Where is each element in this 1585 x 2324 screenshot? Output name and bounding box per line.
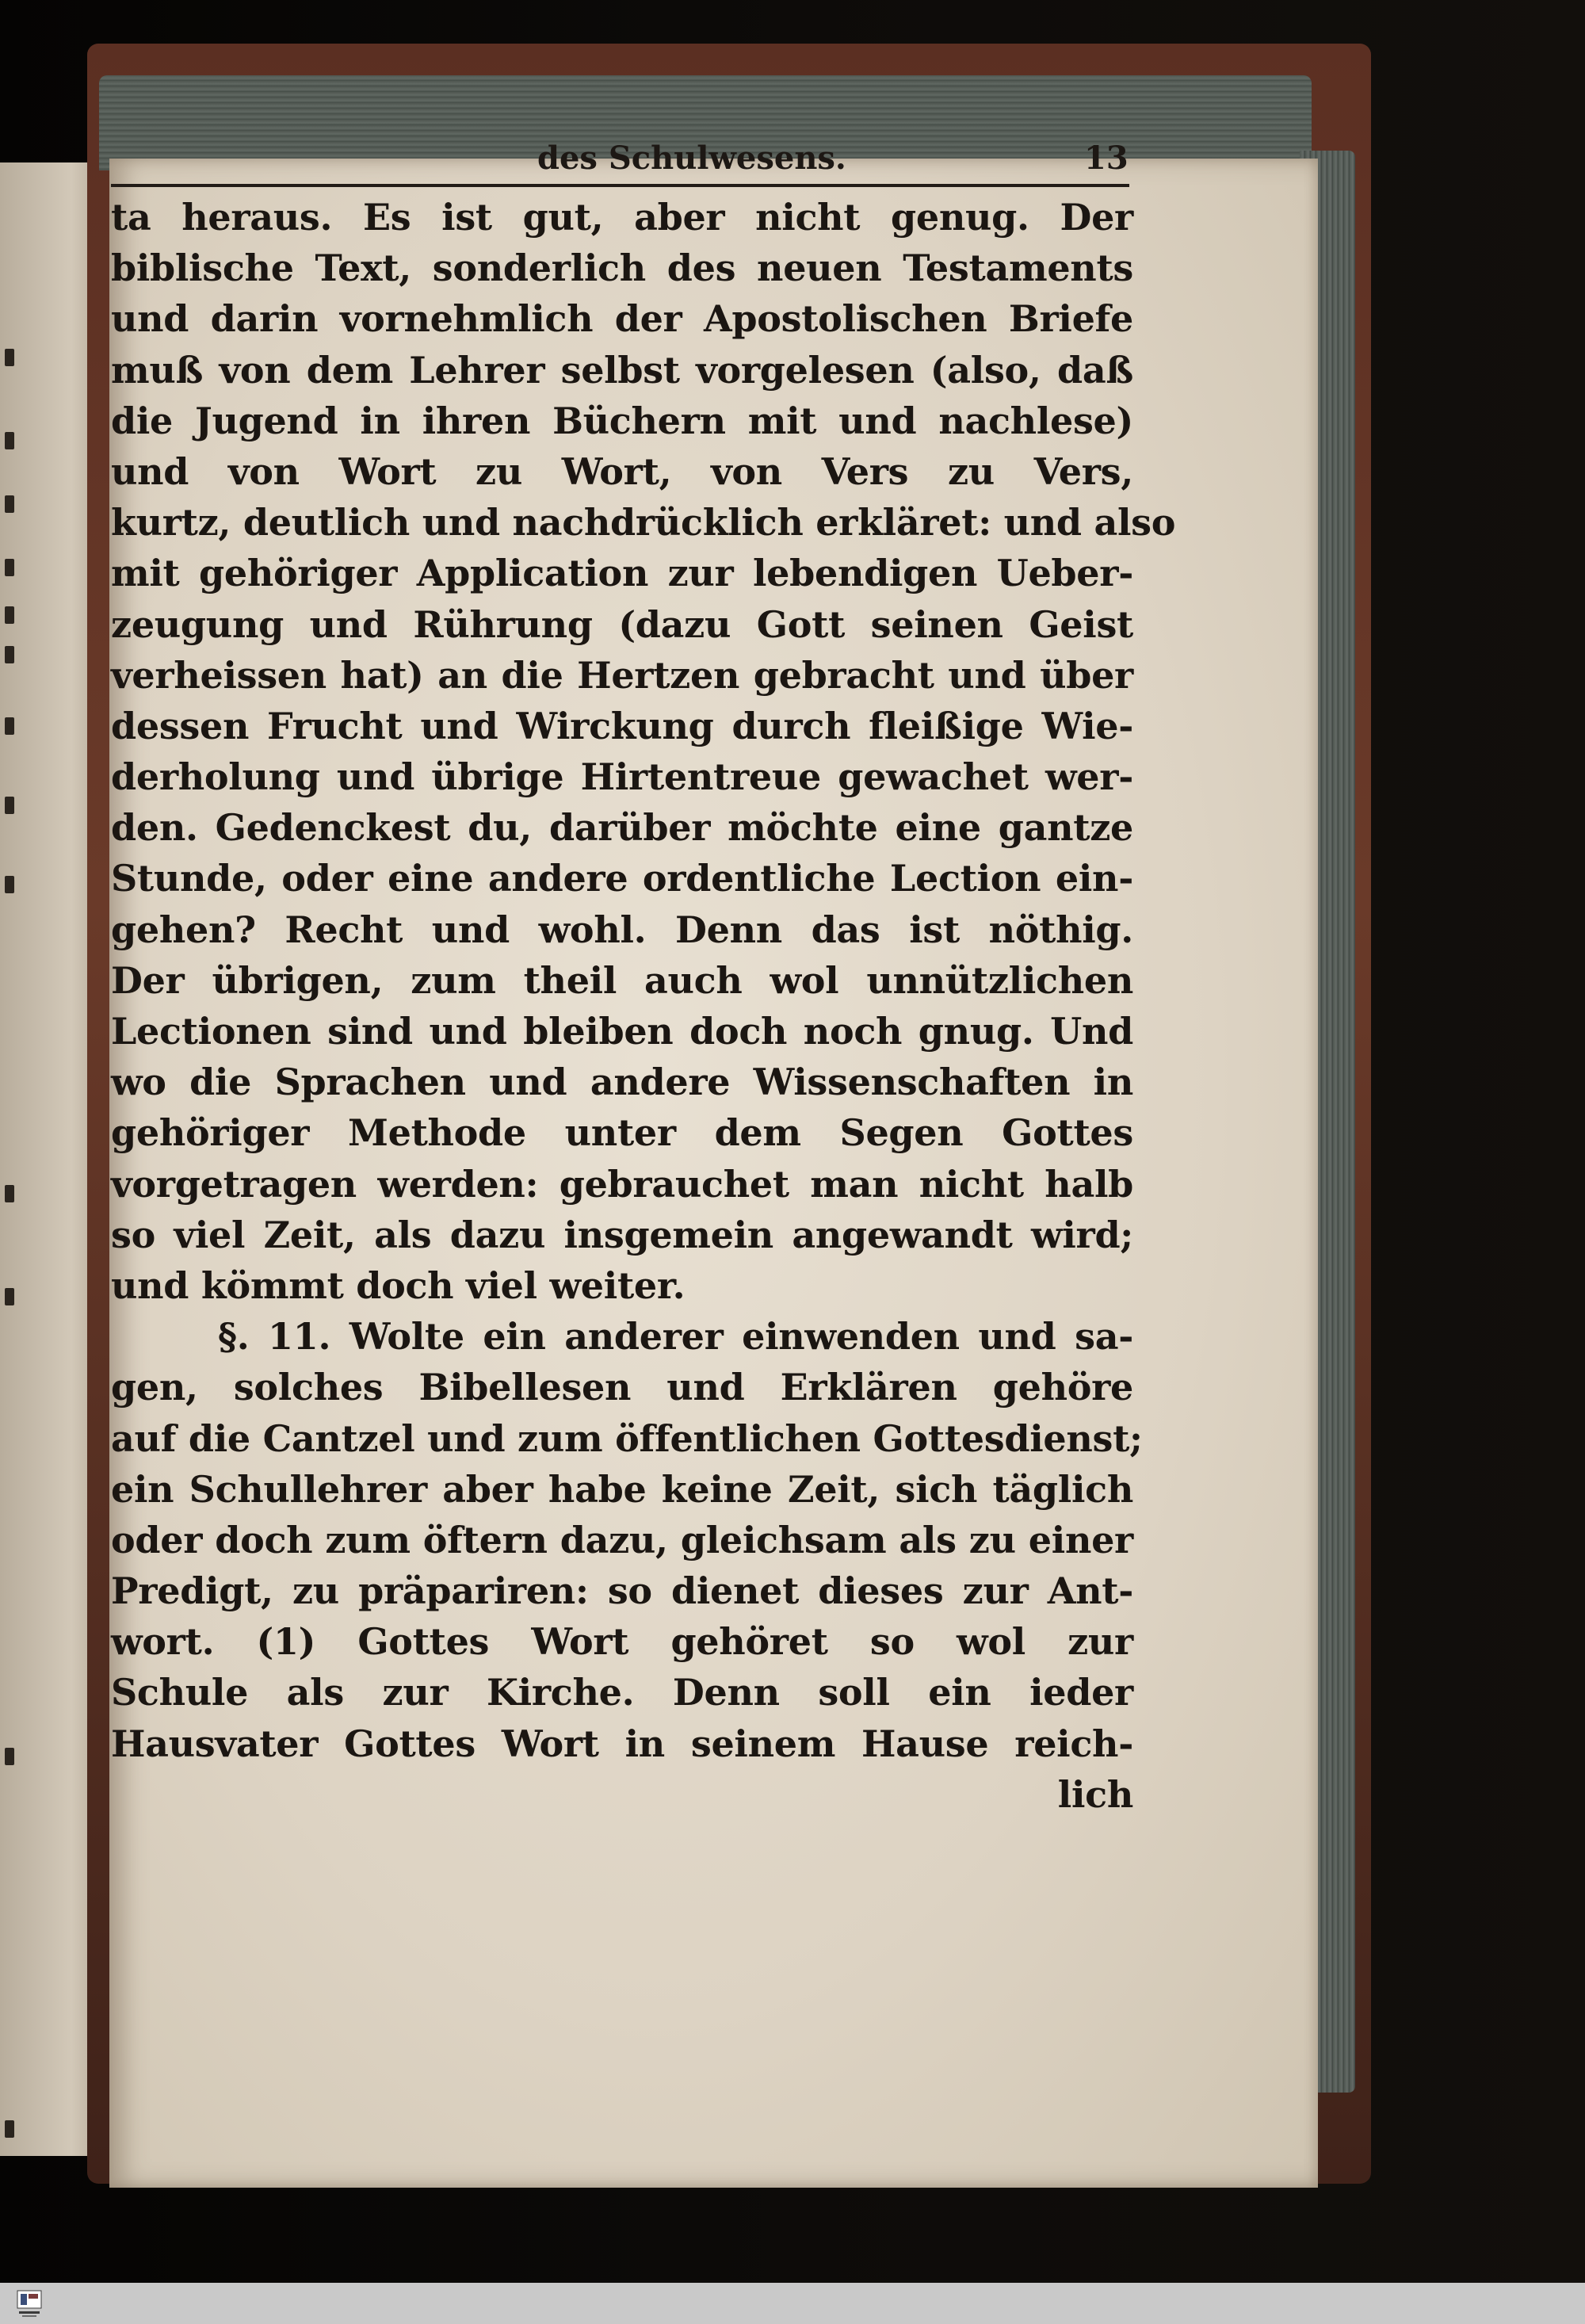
glyph-fragment — [5, 1288, 14, 1305]
text-line: auf die Cantzel und zum öffentlichen Gottesdienst; — [111, 1416, 1143, 1460]
glyph-fragment — [5, 797, 14, 814]
text-line: wort. (1) Gottes Wort gehöret so wol zur — [111, 1620, 1133, 1664]
page-number: 13 — [1084, 140, 1129, 177]
text-line: derholung und übrige Hirtentreue gewachet wer- — [111, 755, 1133, 799]
library-logo-icon — [16, 2288, 43, 2319]
text-line: vorgetragen werden: gebrauchet man nicht halb — [111, 1162, 1133, 1206]
glyph-fragment — [5, 432, 14, 449]
text-line: verheissen hat) an die Hertzen gebracht und über — [111, 653, 1133, 697]
text-line: Der übrigen, zum theil auch wol unnützlichen — [111, 958, 1133, 1002]
catchword: lich — [1057, 1772, 1133, 1816]
text-line: Predigt, zu präpariren: so dienet dieses zur Ant- — [111, 1569, 1133, 1613]
text-line: und von Wort zu Wort, von Vers zu Vers, — [111, 449, 1133, 493]
running-head — [109, 132, 1128, 187]
text-line: wo die Sprachen und andere Wissenschaften in — [111, 1061, 1133, 1104]
text-line: muß von dem Lehrer selbst vorgelesen (also, daß — [111, 348, 1133, 392]
text-line: zeugung und Rührung (dazu Gott seinen Geist — [111, 602, 1133, 646]
text-line: gen, solches Bibellesen und Erklären gehöre — [111, 1366, 1133, 1409]
glyph-fragment — [5, 495, 14, 513]
glyph-fragment — [5, 1748, 14, 1765]
scan-footer-strip — [0, 2283, 1585, 2324]
glyph-fragment — [5, 1185, 14, 1202]
text-line: mit gehöriger Application zur lebendigen Ueber- — [111, 552, 1133, 595]
glyph-fragment — [5, 349, 14, 366]
text-line: ein Schullehrer aber habe keine Zeit, sich täglich — [111, 1467, 1133, 1511]
text-line: ta heraus. Es ist gut, aber nicht genug. Der — [111, 196, 1133, 239]
glyph-fragment — [5, 876, 14, 893]
text-line: den. Gedenckest du, darüber möchte eine gantze — [111, 806, 1133, 850]
glyph-fragment — [5, 717, 14, 735]
text-line: Lectionen sind und bleiben doch noch gnug. Und — [111, 1010, 1133, 1053]
text-line: gehen? Recht und wohl. Denn das ist nöthig. — [111, 908, 1133, 951]
glyph-fragment — [5, 2120, 14, 2138]
body-text — [111, 192, 1176, 1820]
text-line: kurtz, deutlich und nachdrücklich erkläret: und also — [111, 501, 1176, 545]
text-line: Schule als zur Kirche. Denn soll ein ieder — [111, 1671, 1133, 1714]
section-start-line: §. 11. Wolte ein anderer einwenden und sa- — [218, 1315, 1133, 1359]
glyph-fragment — [5, 559, 14, 576]
text-line: oder doch zum öftern dazu, gleichsam als zu einer — [111, 1518, 1133, 1561]
text-line: biblische Text, sonderlich des neuen Testaments — [111, 247, 1133, 290]
text-line: die Jugend in ihren Büchern mit und nachlese) — [111, 399, 1133, 442]
glyph-fragment — [5, 606, 14, 624]
text-line: dessen Frucht und Wirckung durch fleißige Wie- — [111, 704, 1133, 747]
glyph-fragment — [5, 646, 14, 663]
text-line: gehöriger Methode unter dem Segen Gottes — [111, 1111, 1133, 1155]
text-line: und darin vornehmlich der Apostolischen Briefe — [111, 297, 1133, 341]
header-rule — [111, 184, 1129, 187]
text-line: Stunde, oder eine andere ordentliche Lection ein- — [111, 857, 1133, 900]
running-title: des Schulwesens. — [537, 140, 846, 177]
text-line: so viel Zeit, als dazu insgemein angewandt wird; — [111, 1213, 1133, 1256]
paragraph-end-line: und kömmt doch viel weiter. — [111, 1263, 686, 1307]
text-line: Hausvater Gottes Wort in seinem Hause reich- — [111, 1722, 1133, 1765]
